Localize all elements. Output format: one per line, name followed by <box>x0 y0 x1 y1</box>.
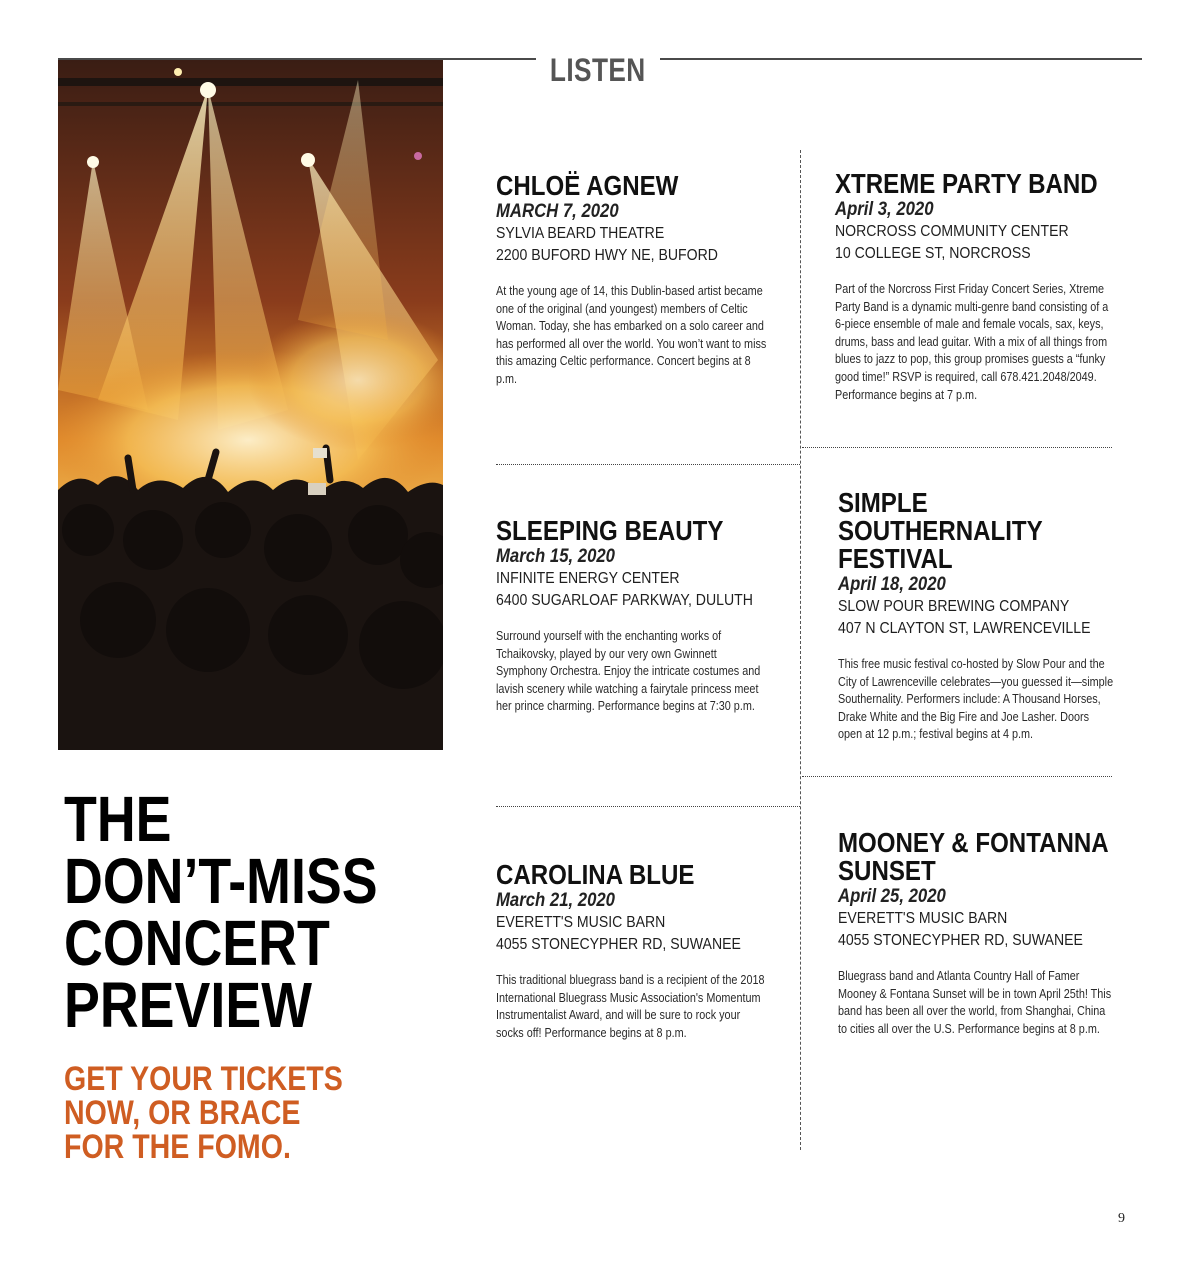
event-description: Surround yourself with the enchanting works of Tchaikovsky, played by our very own Gwinnett Symphony Orchestra. Enjoy the intricate costumes and lavish scenery while watching a fairytale princess meet her prince charming. Performance begins at 7:30 p.m. <box>496 629 761 714</box>
event-listing <box>838 829 1128 1038</box>
header-rule-right <box>660 58 1142 60</box>
event-listing <box>496 172 786 389</box>
event-venue: SLOW POUR BREWING COMPANY <box>838 598 1070 615</box>
page-number: 9 <box>1118 1211 1125 1226</box>
event-address: 10 COLLEGE ST, NORCROSS <box>835 245 1031 262</box>
event-listing <box>835 170 1125 404</box>
event-title: CAROLINA BLUE <box>496 859 695 890</box>
event-title: SLEEPING BEAUTY <box>496 515 724 546</box>
event-description: This free music festival co-hosted by Slow Pour and the City of Lawrenceville celebrates—you guessed it—simple Southernality. Performers include: A Thousand Horses, Drake White and the Big Fire and Joe Lasher. Doors open at 12 p.m.; festival begins at 4 p.m. <box>838 657 1114 742</box>
event-date: April 3, 2020 <box>835 199 934 220</box>
tagline-line: FOR THE FOMO. <box>64 1128 291 1166</box>
event-venue: SYLVIA BEARD THEATRE <box>496 225 665 242</box>
headline-line: DON’T-MISS <box>64 845 378 917</box>
event-venue: INFINITE ENERGY CENTER <box>496 570 680 587</box>
event-title: MOONEY & FONTANNA <box>838 827 1109 858</box>
row-divider <box>802 447 1112 448</box>
event-title: SUNSET <box>838 855 936 886</box>
headline-line: PREVIEW <box>64 969 312 1041</box>
event-title: CHLOË AGNEW <box>496 170 679 201</box>
event-address: 4055 STONECYPHER RD, SUWANEE <box>496 936 741 953</box>
column-divider <box>800 150 801 1150</box>
page-headline <box>64 783 417 1041</box>
event-description: This traditional bluegrass band is a recipient of the 2018 International Bluegrass Music Association's Momentum Instrumentalist Award, and will be sure to rock your socks off! Performance begins at 8 p.m. <box>496 973 765 1040</box>
event-address: 6400 SUGARLOAF PARKWAY, DULUTH <box>496 592 753 609</box>
event-title: SIMPLE <box>838 487 928 518</box>
tagline <box>64 1062 366 1164</box>
row-divider <box>496 464 800 465</box>
headline-line: THE <box>64 783 172 855</box>
event-date: March 15, 2020 <box>496 546 615 567</box>
row-divider <box>802 776 1112 777</box>
event-address: 2200 BUFORD HWY NE, BUFORD <box>496 247 718 264</box>
event-title: FESTIVAL <box>838 543 953 574</box>
event-venue: EVERETT'S MUSIC BARN <box>496 914 666 931</box>
event-date: April 18, 2020 <box>838 574 946 595</box>
event-title: SOUTHERNALITY <box>838 515 1043 546</box>
event-address: 407 N CLAYTON ST, LAWRENCEVILLE <box>838 620 1091 637</box>
tagline-line: GET YOUR TICKETS <box>64 1060 343 1098</box>
event-description: Bluegrass band and Atlanta Country Hall of Famer Mooney & Fontana Sunset will be in town April 25th! This band has been all over the world, from Shanghai, China to cities all over the U.S. Performance begins at 8 p.m. <box>838 969 1112 1036</box>
event-description: Part of the Norcross First Friday Concert Series, Xtreme Party Band is a dynamic multi-genre band consisting of a 6-piece ensemble of male and female vocals, sax, keys, drums, bass and lead guitar. With a mix of all things from blues to jazz to pop, this group promises guests a “funky good time!” RSVP is required, call 678.421.2048/2049. Performance begins at 7 p.m. <box>835 282 1109 402</box>
event-title: XTREME PARTY BAND <box>835 168 1098 199</box>
event-date: MARCH 7, 2020 <box>496 201 619 222</box>
event-venue: EVERETT'S MUSIC BARN <box>838 910 1008 927</box>
concert-photo <box>58 60 443 750</box>
event-listing <box>496 517 786 716</box>
event-listing <box>496 861 786 1042</box>
headline-line: CONCERT <box>64 907 330 979</box>
section-label: LISTEN <box>549 52 646 88</box>
event-venue: NORCROSS COMMUNITY CENTER <box>835 223 1069 240</box>
row-divider <box>496 806 800 807</box>
event-date: March 21, 2020 <box>496 890 615 911</box>
tagline-line: NOW, OR BRACE <box>64 1094 301 1132</box>
event-date: April 25, 2020 <box>838 886 946 907</box>
event-listing <box>838 489 1128 744</box>
event-description: At the young age of 14, this Dublin-based artist became one of the original (and youngest) members of Celtic Woman. Today, she has embarked on a solo career and has performed all over the world. You won’t want to miss this amazing Celtic performance. Concert begins at 8 p.m. <box>496 284 767 386</box>
event-address: 4055 STONECYPHER RD, SUWANEE <box>838 932 1083 949</box>
